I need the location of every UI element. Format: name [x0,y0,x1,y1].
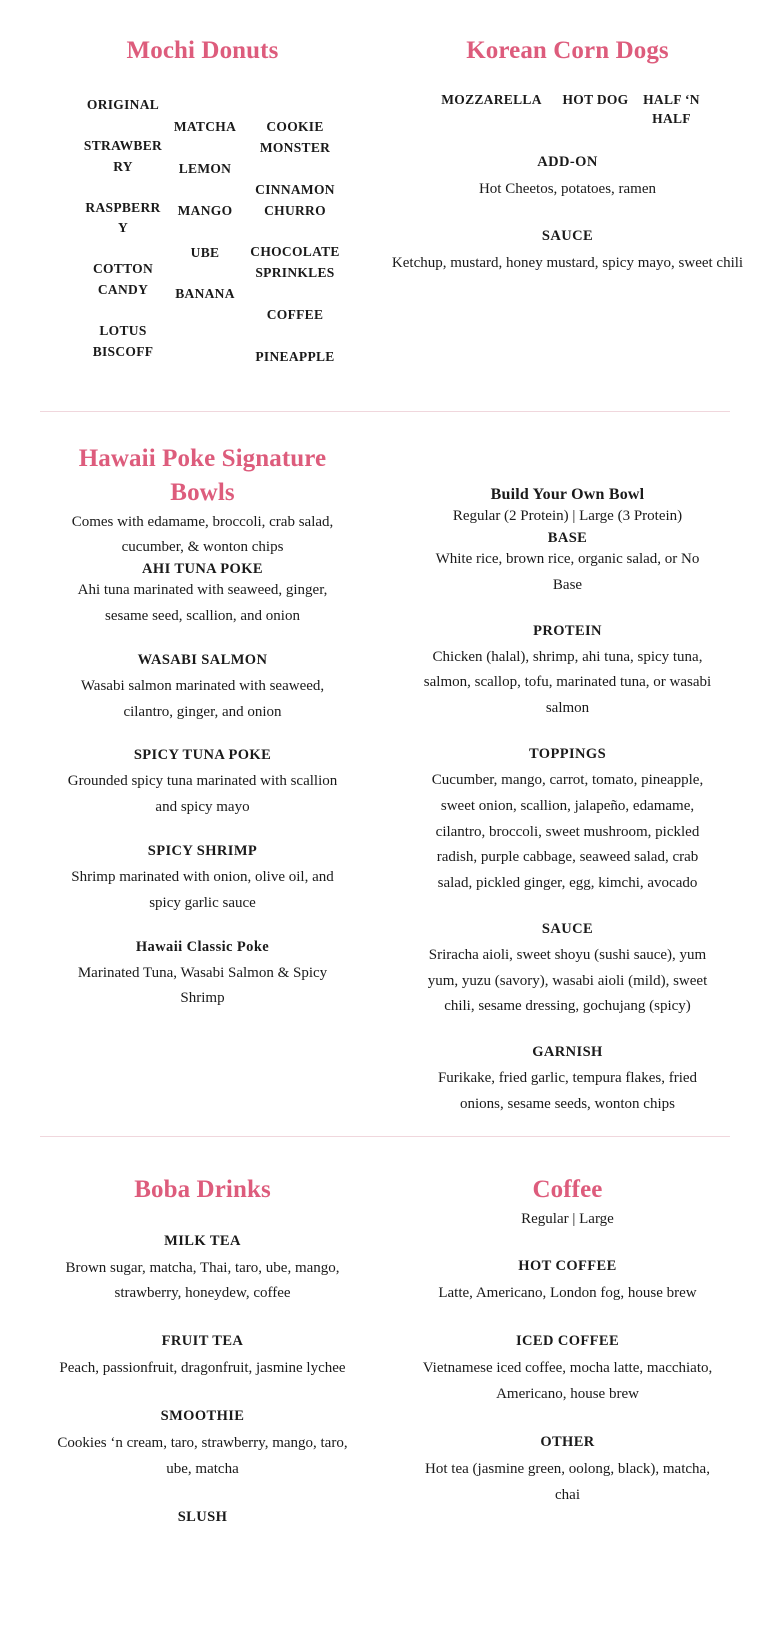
korean-corn-dogs-types [385,90,750,129]
korean-corn-dogs-column [385,34,750,389]
boba-group-heading: SMOOTHIE [160,1408,245,1425]
sauce-heading: SAUCE [541,227,594,244]
bowl-group [421,746,714,897]
poke-item [60,747,345,821]
coffee-group-body: Latte, Americano, London fog, house brew [438,1285,697,1302]
donut-flavor: BANANA [175,286,235,302]
bowl-group-heading: GARNISH [532,1044,603,1061]
donut-flavor: STRAWBERRY [83,137,163,174]
hawaii-poke-column [20,442,385,1118]
coffee-group-heading: HOT COFFEE [518,1258,617,1275]
korean-corn-dogs-title: Korean Corn Dogs [466,37,669,64]
poke-item-heading: AHI TUNA POKE [142,561,263,578]
mochi-donuts-column-2 [164,95,246,389]
mochi-donuts-column-3 [246,95,344,389]
donut-flavor: COFFEE [266,307,324,323]
section-donuts-corndogs [20,0,750,389]
mochi-donuts-title-wrap [20,34,385,68]
donut-flavor: LEMON [178,160,232,176]
coffee-group [413,1333,722,1408]
bowl-group [421,530,714,599]
build-your-own-bowl-column [385,442,750,1118]
bowl-group-body: Furikake, fried garlic, tempura flakes, fried onions, sesame seeds, wonton chips [437,1070,698,1113]
boba-group [50,1509,355,1526]
hawaii-poke-title: Hawaii Poke Signature Bowls [78,445,327,506]
bowl-group [421,921,714,1020]
bowl-group-body: Chicken (halal), shrimp, ahi tuna, spicy tuna, salmon, scallop, tofu, marinated tuna, or wasabi salmon [423,648,712,717]
sauce-body: Ketchup, mustard, honey mustard, spicy mayo, sweet chili [391,254,744,271]
poke-item-body: Wasabi salmon marinated with seaweed, cilantro, ginger, and onion [80,677,325,720]
coffee-group-body: Vietnamese iced coffee, mocha latte, macchiato, Americano, house brew [422,1360,713,1403]
korean-corn-dogs-title-wrap [385,34,750,68]
donut-flavor: ORIGINAL [86,96,160,112]
boba-drinks-title: Boba Drinks [134,1175,271,1203]
bowl-sizes: Regular (2 Protein) | Large (3 Protein) [452,508,683,525]
coffee-title: Coffee [532,1175,603,1203]
coffee-sizes: Regular | Large [521,1210,614,1227]
addon-body: Hot Cheetos, potatoes, ramen [478,180,657,197]
poke-item-body: Grounded spicy tuna marinated with scallion and spicy mayo [67,773,338,816]
coffee-column [385,1173,750,1532]
boba-group [50,1233,355,1308]
donut-flavor: PINEAPPLE [255,349,335,365]
mochi-donuts-title: Mochi Donuts [126,37,279,64]
boba-group-body: Cookies ‘n cream, taro, strawberry, mango, taro, ube, matcha [57,1435,348,1477]
bowl-group-body: Sriracha aioli, sweet shoyu (sushi sauce), yum yum, yuzu (savory), wasabi aioli (mild), sweet chili, sesame dressing, gochujang (spicy) [427,946,708,1015]
boba-group [50,1408,355,1483]
donut-flavor: RASPBERRY [85,199,161,236]
coffee-group-body: Hot tea (jasmine green, oolong, black), matcha, chai [425,1460,710,1503]
donut-flavor: COTTON CANDY [92,261,154,298]
boba-drinks-column [20,1173,385,1532]
donut-flavor: UBE [190,244,220,260]
corn-dog-type: HOT DOG [562,91,629,107]
mochi-donuts-column [20,34,385,389]
coffee-group [413,1434,722,1509]
poke-item [60,843,345,917]
corn-dog-type: HALF ‘N HALF [643,91,700,127]
donut-flavor: COOKIE MONSTER [259,118,331,155]
bowl-group-heading: TOPPINGS [528,745,607,762]
bowl-group-body: Cucumber, mango, carrot, tomato, pineapple, sweet onion, scallion, jalapeño, edamame, cilantro, broccoli, sweet mushroom, pickled radish, purple cabbage, seaweed salad, crab salad, pickled ginger, egg, kimchi, avocado [431,771,704,892]
poke-item [60,939,345,1013]
mochi-donuts-grid [20,95,385,389]
poke-item-body: Shrimp marinated with onion, olive oil, and spicy garlic sauce [71,869,334,911]
coffee-group-heading: ICED COFFEE [515,1333,620,1350]
hawaii-poke-intro: Comes with edamame, broccoli, crab salad, cucumber, & wonton chips [71,513,334,556]
boba-group-body: Peach, passionfruit, dragonfruit, jasmine lychee [59,1360,346,1377]
addon-heading: ADD-ON [537,153,598,170]
section-drinks [20,1137,750,1532]
poke-item-heading: Hawaii Classic Poke [135,938,270,955]
coffee-group [413,1258,722,1307]
bowl-group-heading: SAUCE [541,920,594,937]
donut-flavor: MATCHA [173,118,237,134]
poke-item-body: Ahi tuna marinated with seaweed, ginger, sesame seed, scallion, and onion [77,582,328,625]
donut-flavor: LOTUS BISCOFF [92,323,154,360]
boba-group-body: Brown sugar, matcha, Thai, taro, ube, mango, strawberry, honeydew, coffee [65,1259,340,1302]
corn-dog-type: MOZZARELLA [441,91,542,107]
boba-group-heading: FRUIT TEA [161,1333,244,1350]
corn-dogs-sauce-block [385,228,750,277]
spacer [0,389,770,411]
boba-group-heading: SLUSH [177,1508,228,1525]
bowl-group [421,1044,714,1118]
donut-flavor: CHOCOLATE SPRINKLES [250,244,340,281]
poke-item-heading: SPICY TUNA POKE [133,747,272,764]
poke-item-heading: WASABI SALMON [137,651,268,668]
bowl-group-heading: PROTEIN [533,622,602,639]
boba-group-heading: MILK TEA [164,1232,241,1249]
boba-group [50,1333,355,1382]
build-your-own-bowl-title: Build Your Own Bowl [490,486,645,504]
bowl-group-body: White rice, brown rice, organic salad, or No Base [435,550,700,593]
poke-item [60,561,345,630]
poke-item-body: Marinated Tuna, Wasabi Salmon & Spicy Shrimp [77,964,328,1007]
section-poke [20,412,750,1136]
corn-dogs-addon-block [385,154,750,203]
poke-item [60,652,345,726]
poke-item-heading: SPICY SHRIMP [147,843,258,859]
bowl-group [421,623,714,722]
bowl-group-heading: BASE [547,529,588,546]
mochi-donuts-column-1 [82,95,164,389]
donut-flavor: MANGO [177,202,233,218]
coffee-group-heading: OTHER [540,1433,595,1450]
donut-flavor: CINNAMON CHURRO [255,181,335,218]
